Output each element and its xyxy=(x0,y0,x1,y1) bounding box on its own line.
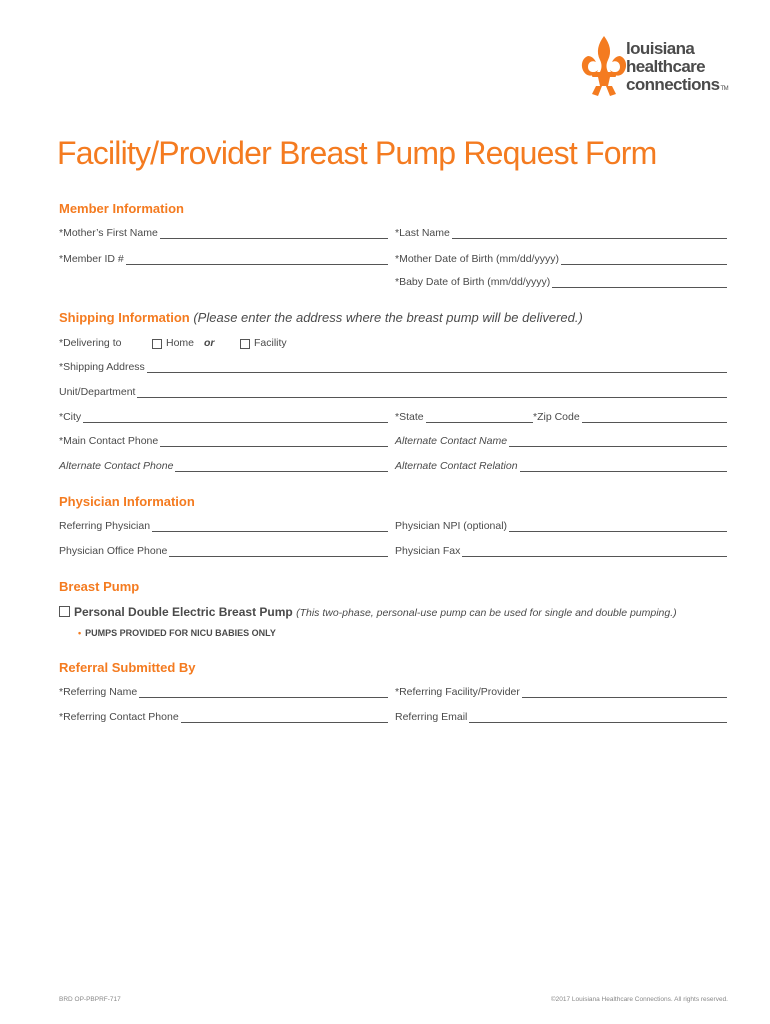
pump-description: (This two-phase, personal-use pump can be used for single and double pumping.) xyxy=(296,607,677,619)
member-id-field[interactable]: *Member ID # xyxy=(59,253,388,265)
main-contact-phone-field[interactable]: *Main Contact Phone xyxy=(59,435,388,447)
alternate-contact-relation-field[interactable]: Alternate Contact Relation xyxy=(395,460,727,472)
referring-email-field[interactable]: Referring Email xyxy=(395,711,727,723)
checkbox-icon xyxy=(59,606,70,617)
footer-copyright: ©2017 Louisiana Healthcare Connections. All rights reserved. xyxy=(550,996,728,1003)
referring-contact-phone-field[interactable]: *Referring Contact Phone xyxy=(59,711,388,723)
bullet-icon: • xyxy=(78,628,82,638)
facility-checkbox[interactable]: Facility xyxy=(240,337,287,349)
referring-physician-field[interactable]: Referring Physician xyxy=(59,520,388,532)
state-field[interactable]: *State xyxy=(395,411,533,423)
page-title: Facility/Provider Breast Pump Request Form xyxy=(57,135,657,171)
zip-code-field[interactable]: *Zip Code xyxy=(533,411,727,423)
checkbox-icon xyxy=(152,339,162,349)
alternate-contact-phone-field[interactable]: Alternate Contact Phone xyxy=(59,460,388,472)
delivering-to-label: *Delivering to xyxy=(59,337,122,349)
breast-pump-checkbox[interactable]: Personal Double Electric Breast Pump (This two-phase, personal-use pump can be used for single and double pumping.) xyxy=(59,605,677,619)
mother-first-name-field[interactable]: *Mother’s First Name xyxy=(59,227,388,239)
city-field[interactable]: *City xyxy=(59,411,388,423)
section-breast-pump-heading: Breast Pump xyxy=(59,579,140,594)
logo-wordmark: louisiana healthcare connectionsTM xyxy=(626,39,728,94)
home-checkbox[interactable]: Home or xyxy=(152,337,215,349)
shipping-note: (Please enter the address where the breast pump will be delivered.) xyxy=(193,310,583,325)
nicu-note: • PUMPS PROVIDED FOR NICU BABIES ONLY xyxy=(78,628,276,638)
section-shipping-heading: Shipping Information (Please enter the address where the breast pump will be delivered.) xyxy=(59,310,583,325)
physician-office-phone-field[interactable]: Physician Office Phone xyxy=(59,545,388,557)
shipping-address-field[interactable]: *Shipping Address xyxy=(59,361,727,373)
physician-fax-field[interactable]: Physician Fax xyxy=(395,545,727,557)
section-member-heading: Member Information xyxy=(59,201,184,216)
footer-form-code: BRD OP-PBPRF-717 xyxy=(59,996,121,1003)
mother-dob-field[interactable]: *Mother Date of Birth (mm/dd/yyyy) xyxy=(395,253,727,265)
alternate-contact-name-field[interactable]: Alternate Contact Name xyxy=(395,435,727,447)
unit-department-field[interactable]: Unit/Department xyxy=(59,386,727,398)
section-referral-heading: Referral Submitted By xyxy=(59,660,196,675)
last-name-field[interactable]: *Last Name xyxy=(395,227,727,239)
section-physician-heading: Physician Information xyxy=(59,494,195,509)
referring-name-field[interactable]: *Referring Name xyxy=(59,686,388,698)
checkbox-icon xyxy=(240,339,250,349)
baby-dob-field[interactable]: *Baby Date of Birth (mm/dd/yyyy) xyxy=(395,276,727,288)
physician-npi-field[interactable]: Physician NPI (optional) xyxy=(395,520,727,532)
referring-facility-field[interactable]: *Referring Facility/Provider xyxy=(395,686,727,698)
